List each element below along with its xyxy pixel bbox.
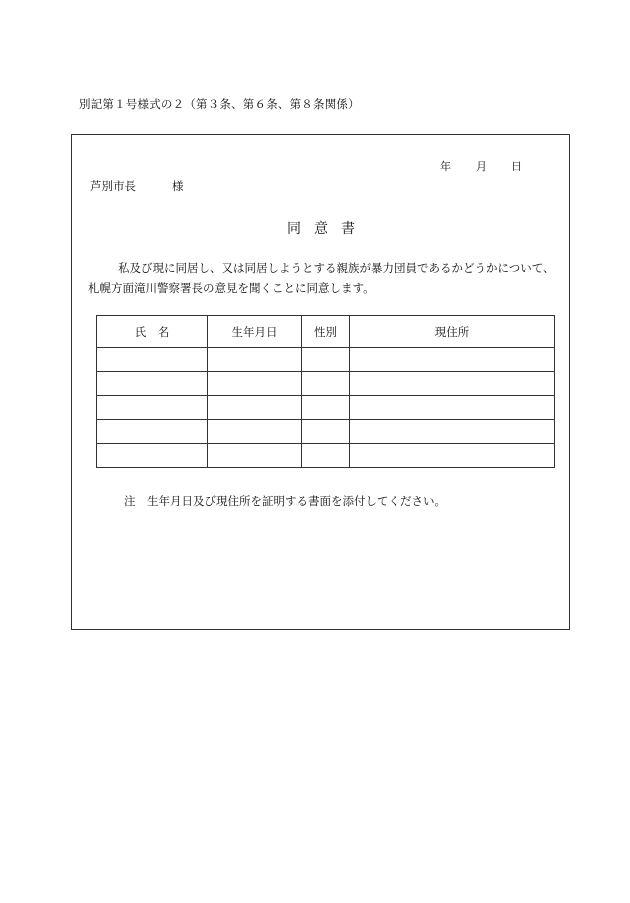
gender-cell[interactable] bbox=[302, 396, 350, 420]
birthdate-cell[interactable] bbox=[208, 396, 302, 420]
date-year-label: 年 bbox=[440, 160, 451, 173]
consent-statement-line-1: 私及び現に同居し、又は同居しようとする親族が暴力団員であるかどうかについて、 bbox=[118, 261, 555, 275]
title-char-3: 書 bbox=[341, 221, 356, 237]
address-cell[interactable] bbox=[350, 348, 555, 372]
name-cell[interactable] bbox=[97, 348, 208, 372]
gender-cell[interactable] bbox=[302, 372, 350, 396]
addressee-honorific: 様 bbox=[172, 179, 184, 193]
addressee-name: 芦別市長 bbox=[90, 179, 136, 193]
table-row bbox=[97, 420, 555, 444]
gender-cell[interactable] bbox=[302, 444, 350, 468]
birthdate-cell[interactable] bbox=[208, 372, 302, 396]
name-cell[interactable] bbox=[97, 444, 208, 468]
gender-cell[interactable] bbox=[302, 420, 350, 444]
addressee bbox=[90, 178, 184, 194]
name-cell[interactable] bbox=[97, 420, 208, 444]
gender-cell[interactable] bbox=[302, 348, 350, 372]
column-header-address: 現住所 bbox=[350, 316, 555, 348]
table-header-row bbox=[97, 316, 555, 348]
title-char-2: 意 bbox=[314, 221, 329, 237]
birthdate-cell[interactable] bbox=[208, 348, 302, 372]
birthdate-cell[interactable] bbox=[208, 444, 302, 468]
table-row bbox=[97, 444, 555, 468]
address-cell[interactable] bbox=[350, 420, 555, 444]
form-number-label: 別記第１号様式の２（第３条、第６条、第８条関係） bbox=[79, 97, 360, 111]
table-row bbox=[97, 396, 555, 420]
table-row bbox=[97, 348, 555, 372]
name-cell[interactable] bbox=[97, 396, 208, 420]
document-title bbox=[287, 218, 368, 238]
date-day-label: 日 bbox=[511, 160, 522, 173]
attachment-note: 注 生年月日及び現住所を証明する書面を添付してください。 bbox=[124, 494, 446, 508]
address-cell[interactable] bbox=[350, 444, 555, 468]
address-cell[interactable] bbox=[350, 372, 555, 396]
date-month-label: 月 bbox=[476, 160, 487, 173]
column-header-birthdate: 生年月日 bbox=[208, 316, 302, 348]
consent-statement-line-2: 札幌方面滝川警察署長の意見を聞くことに同意します。 bbox=[88, 281, 375, 295]
table-row bbox=[97, 372, 555, 396]
name-cell[interactable] bbox=[97, 372, 208, 396]
person-info-table bbox=[96, 315, 555, 468]
title-char-1: 同 bbox=[287, 221, 302, 237]
address-cell[interactable] bbox=[350, 396, 555, 420]
column-header-name: 氏 名 bbox=[97, 316, 208, 348]
birthdate-cell[interactable] bbox=[208, 420, 302, 444]
column-header-gender: 性別 bbox=[302, 316, 350, 348]
